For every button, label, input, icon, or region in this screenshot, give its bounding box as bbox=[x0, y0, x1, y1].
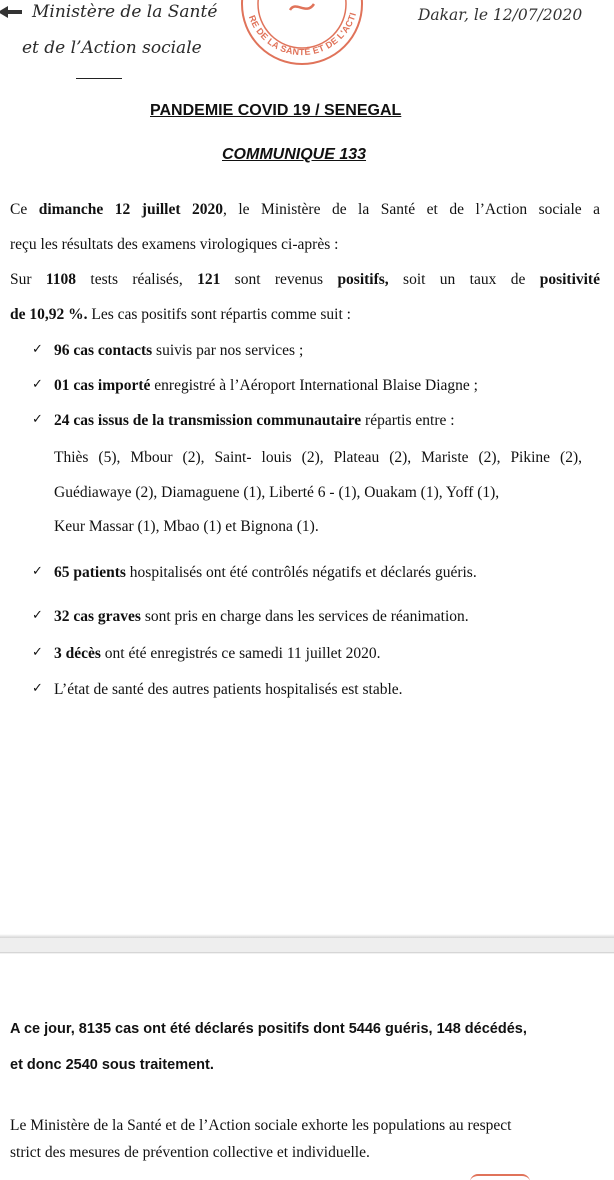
bullet-serious-bold: 32 cas graves bbox=[54, 608, 141, 625]
check-icon-2: ✓ bbox=[32, 377, 43, 392]
ministry-logo-mark bbox=[0, 4, 24, 20]
bullet-contacts-bold: 96 cas contacts bbox=[54, 342, 153, 359]
document-date: Dakar, le 12/07/2020 bbox=[418, 6, 583, 24]
bullet-deaths-bold: 3 décès bbox=[54, 645, 101, 662]
stamp-text: RE DE LA SANTÉ ET DE L'ACTI bbox=[246, 11, 359, 58]
closing-line1: Le Ministère de la Santé et de l’Action sociale exhorte les populations au respect bbox=[10, 1117, 512, 1134]
bullet-contacts-text: suivis par nos services ; bbox=[152, 342, 304, 359]
check-icon-5: ✓ bbox=[32, 608, 43, 623]
bullet-imported bbox=[54, 376, 478, 396]
intro-text-a: Ce bbox=[10, 201, 39, 218]
positivity-rate-bold: de 10,92 %. bbox=[10, 306, 88, 323]
check-icon-1: ✓ bbox=[32, 342, 43, 357]
page-break-gap bbox=[0, 938, 614, 952]
bullet-stable: L’état de santé des autres patients hospitalisés est stable. bbox=[54, 681, 403, 698]
tests-total-bold: 1108 bbox=[45, 271, 77, 288]
bullet-community-text: répartis entre : bbox=[361, 412, 455, 429]
bullet-recovered bbox=[54, 563, 477, 583]
bullet-deaths-text: ont été enregistrés ce samedi 11 juillet 2020. bbox=[100, 645, 381, 662]
tests-text-g: soit un taux de bbox=[388, 271, 540, 288]
tests-paragraph-line2 bbox=[10, 305, 351, 325]
svg-text:RE DE LA SANTÉ ET DE L'ACTION bbox=[234, 0, 358, 57]
bullet-community bbox=[54, 411, 455, 431]
bullet-recovered-bold: 65 patients bbox=[54, 564, 126, 581]
check-icon-3: ✓ bbox=[32, 412, 43, 427]
bottom-stamp-fragment bbox=[470, 1174, 530, 1180]
closing-line2: strict des mesures de prévention collective et individuelle. bbox=[10, 1144, 370, 1161]
bullet-imported-bold: 01 cas importé bbox=[54, 377, 151, 394]
bullet-recovered-text: hospitalisés ont été contrôlés négatifs et déclarés guéris. bbox=[125, 564, 477, 581]
communique-number: COMMUNIQUE 133 bbox=[222, 146, 367, 163]
tests-text-repartition: Les cas positifs sont répartis comme suit : bbox=[87, 306, 351, 323]
tests-positive-count-bold: 121 bbox=[197, 271, 221, 288]
bullet-community-bold: 24 cas issus de la transmission communautaire bbox=[54, 412, 362, 429]
intro-date-bold: dimanche 12 juillet 2020 bbox=[38, 201, 224, 218]
bullet-serious bbox=[54, 607, 469, 627]
header-divider bbox=[76, 78, 122, 79]
intro-paragraph-line2: reçu les résultats des examens virologiques ci-après : bbox=[10, 236, 339, 253]
community-locations-line2: Guédiawaye (2), Diamaguene (1), Liberté 6 - (1), Ouakam (1), Yoff (1), bbox=[54, 484, 500, 501]
check-icon-7: ✓ bbox=[32, 681, 43, 696]
bullet-imported-text: enregistré à l’Aéroport International Blaise Diagne ; bbox=[150, 377, 478, 394]
document-title: PANDEMIE COVID 19 / SENEGAL bbox=[150, 102, 402, 119]
bullet-contacts bbox=[54, 341, 303, 361]
community-locations-line1: Thiès (5), Mbour (2), Saint- louis (2), Plateau (2), Mariste (2), Pikine (2), bbox=[54, 449, 582, 466]
ministry-name-line1: Ministère de la Santé bbox=[32, 2, 218, 22]
tests-positivity-word-bold: positivité bbox=[539, 271, 600, 288]
tests-text-a: Sur bbox=[10, 271, 46, 288]
tests-paragraph-line1 bbox=[10, 270, 600, 290]
ministry-name-line2: et de l’Action sociale bbox=[22, 38, 202, 58]
check-icon-4: ✓ bbox=[32, 564, 43, 579]
tests-text-c: tests réalisés, bbox=[76, 271, 198, 288]
summary-line2: et donc 2540 sous traitement. bbox=[10, 1057, 214, 1073]
intro-text-c: , le Ministère de la Santé et de l’Action sociale a bbox=[223, 201, 600, 218]
tests-positive-word-bold: positifs, bbox=[337, 271, 389, 288]
tests-text-e: sont revenus bbox=[220, 271, 338, 288]
official-stamp bbox=[234, 0, 370, 70]
check-icon-6: ✓ bbox=[32, 645, 43, 660]
summary-line1: A ce jour, 8135 cas ont été déclarés positifs dont 5446 guéris, 148 décédés, bbox=[10, 1021, 527, 1037]
bullet-deaths bbox=[54, 644, 381, 664]
intro-paragraph-line1 bbox=[10, 200, 600, 220]
page-break-edge bbox=[0, 952, 614, 954]
bullet-serious-text: sont pris en charge dans les services de réanimation. bbox=[140, 608, 469, 625]
community-locations-line3: Keur Massar (1), Mbao (1) et Bignona (1). bbox=[54, 518, 319, 535]
